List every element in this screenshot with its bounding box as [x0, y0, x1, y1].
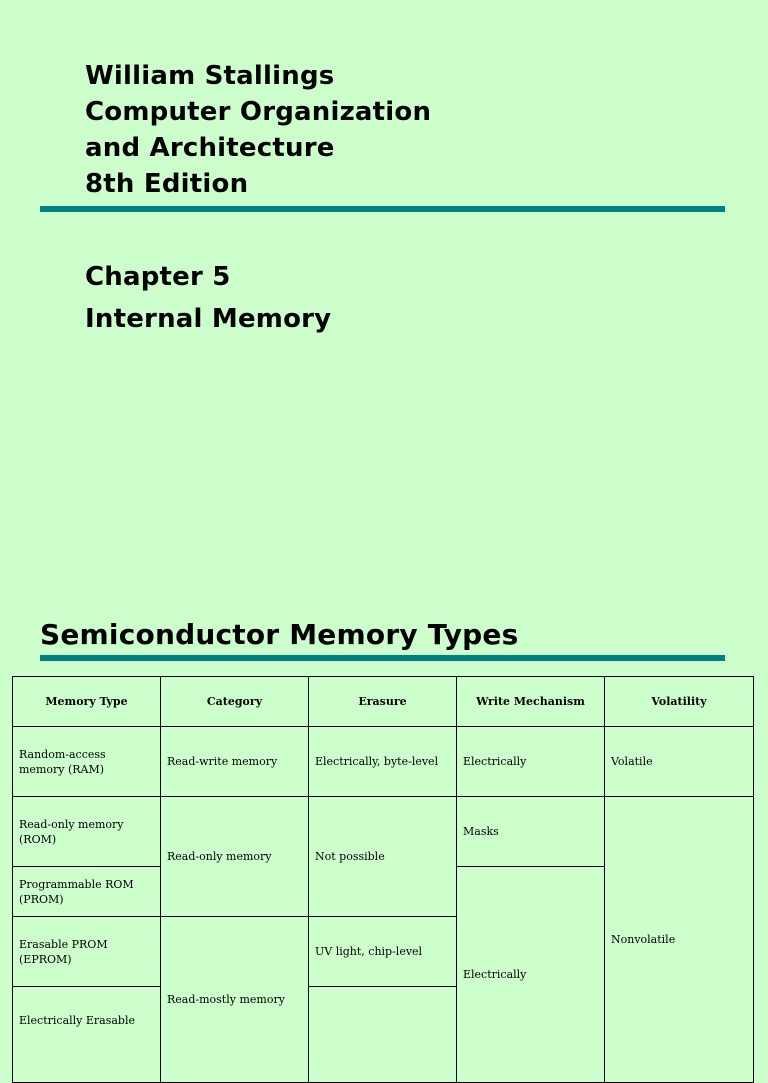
cell-type-eeprom: Electrically Erasable: [13, 987, 161, 1083]
chapter-number: Chapter 5: [85, 262, 231, 292]
cell-type-ram: Random-access memory (RAM): [13, 727, 161, 797]
cell-category-ram: Read-write memory: [161, 727, 309, 797]
header-erasure: Erasure: [309, 677, 457, 727]
title-divider: [40, 206, 725, 212]
memory-types-table: [12, 676, 754, 1083]
cell-erasure-eprom: UV light, chip-level: [309, 917, 457, 987]
cell-category-rom: Read-only memory: [161, 797, 309, 917]
header-volatility: Volatility: [605, 677, 754, 727]
cell-volatility-nonvolatile: Nonvolatile: [605, 797, 754, 1083]
title-line-2: Computer Organization: [85, 97, 432, 127]
table-row: [13, 797, 754, 867]
cell-erasure-eeprom: [309, 987, 457, 1083]
title-line-3: and Architecture: [85, 133, 335, 163]
slide2-title: Semiconductor Memory Types: [40, 618, 519, 651]
header-category: Category: [161, 677, 309, 727]
header-memory-type: Memory Type: [13, 677, 161, 727]
cell-erasure-rom: Not possible: [309, 797, 457, 917]
cell-type-prom: Programmable ROM (PROM): [13, 867, 161, 917]
cell-erasure-ram: Electrically, byte-level: [309, 727, 457, 797]
cell-type-eprom: Erasable PROM (EPROM): [13, 917, 161, 987]
cell-type-rom: Read-only memory (ROM): [13, 797, 161, 867]
title-line-4: 8th Edition: [85, 169, 249, 199]
table-header-row: [13, 677, 754, 727]
cell-volatility-ram: Volatile: [605, 727, 754, 797]
chapter-title: Internal Memory: [85, 304, 332, 334]
title-line-1: William Stallings: [85, 61, 335, 91]
chapter-heading: [85, 256, 331, 340]
header-write-mechanism: Write Mechanism: [457, 677, 605, 727]
table-row: [13, 727, 754, 797]
cell-write-electrically: Electrically: [457, 867, 605, 1083]
cell-write-rom: Masks: [457, 797, 605, 867]
slide2-divider: [40, 655, 725, 661]
cell-category-read-mostly: Read-mostly memory: [161, 917, 309, 1083]
slide-title: [85, 58, 431, 202]
cell-write-ram: Electrically: [457, 727, 605, 797]
